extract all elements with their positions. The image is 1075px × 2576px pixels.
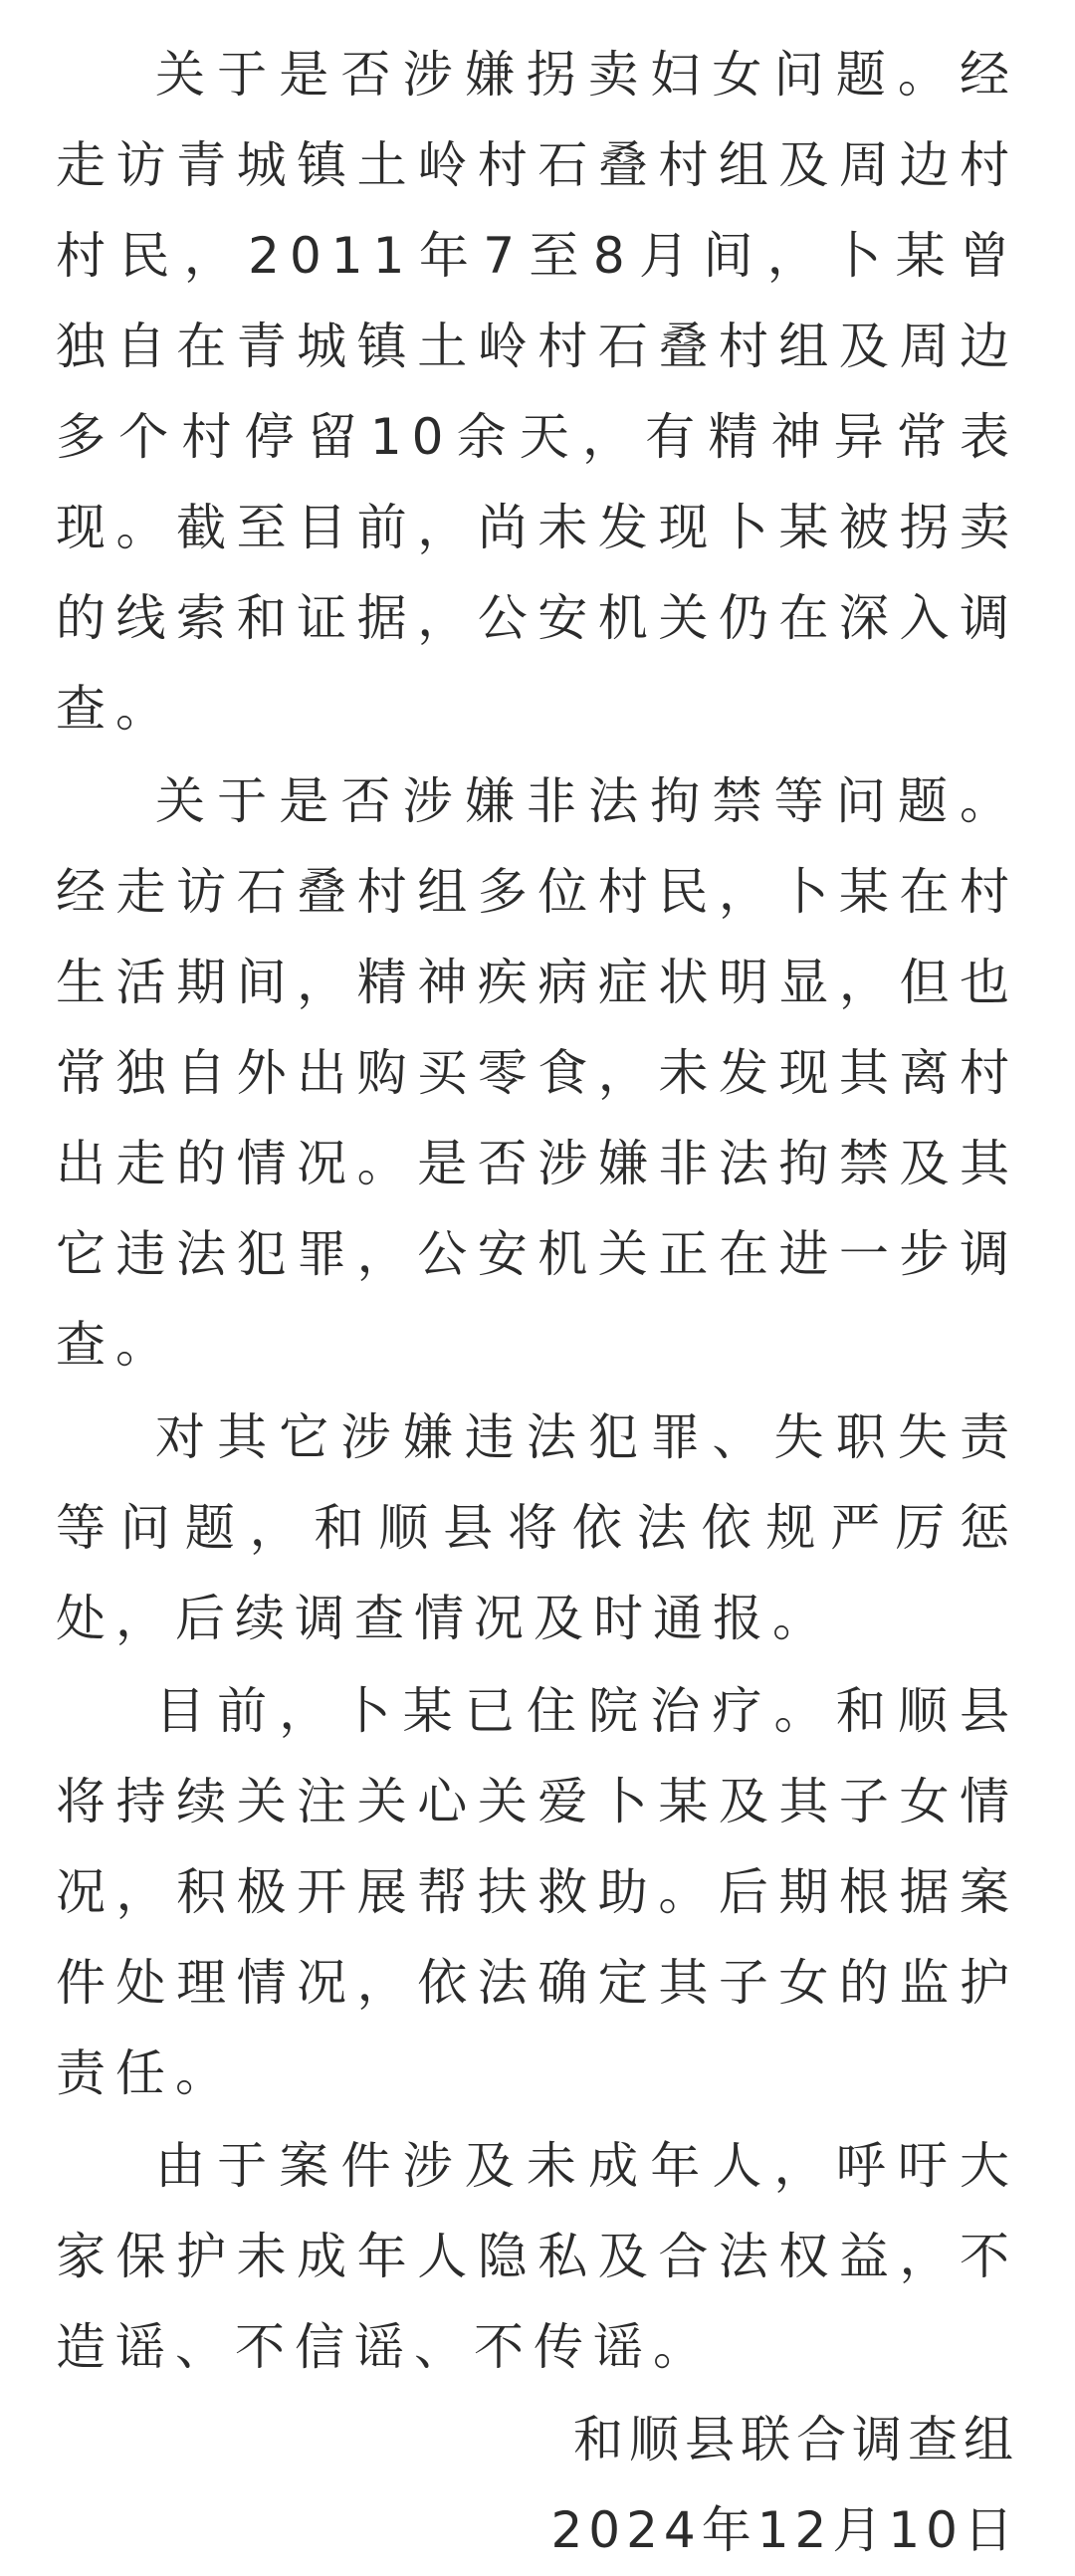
notice-document bbox=[56, 30, 1019, 2576]
paragraph-illegal-detention: 关于是否涉嫌非法拘禁等问题。经走访石叠村组多位村民，卜某在村生活期间，精神疾病症状明显，但也常独自外出购买零食，未发现其离村出走的情况。是否涉嫌非法拘禁及其它违法犯罪，公安机关正在进一步调查。 bbox=[56, 772, 1019, 1374]
paragraph-other-crimes: 对其它涉嫌违法犯罪、失职失责等问题，和顺县将依法依规严厉惩处，后续调查情况及时通报。 bbox=[56, 1408, 1019, 1647]
signature-organization: 和顺县联合调查组 bbox=[573, 2411, 1019, 2469]
signature-date: 2024年12月10日 bbox=[550, 2501, 1019, 2559]
paragraph-treatment: 目前，卜某已住院治疗。和顺县将持续关注关心关爱卜某及其子女情况，积极开展帮扶救助。后期根据案件处理情况，依法确定其子女的监护责任。 bbox=[56, 1682, 1019, 2102]
paragraph-privacy-appeal: 由于案件涉及未成年人，呼吁大家保护未成年人隐私及合法权益，不造谣、不信谣、不传谣。 bbox=[56, 2137, 1019, 2376]
paragraph-trafficking: 关于是否涉嫌拐卖妇女问题。经走访青城镇土岭村石叠村组及周边村村民，2011年7至8月间，卜某曾独自在青城镇土岭村石叠村组及周边多个村停留10余天，有精神异常表现。截至目前，尚未发现卜某被拐卖的线索和证据，公安机关仍在深入调查。 bbox=[56, 46, 1019, 738]
